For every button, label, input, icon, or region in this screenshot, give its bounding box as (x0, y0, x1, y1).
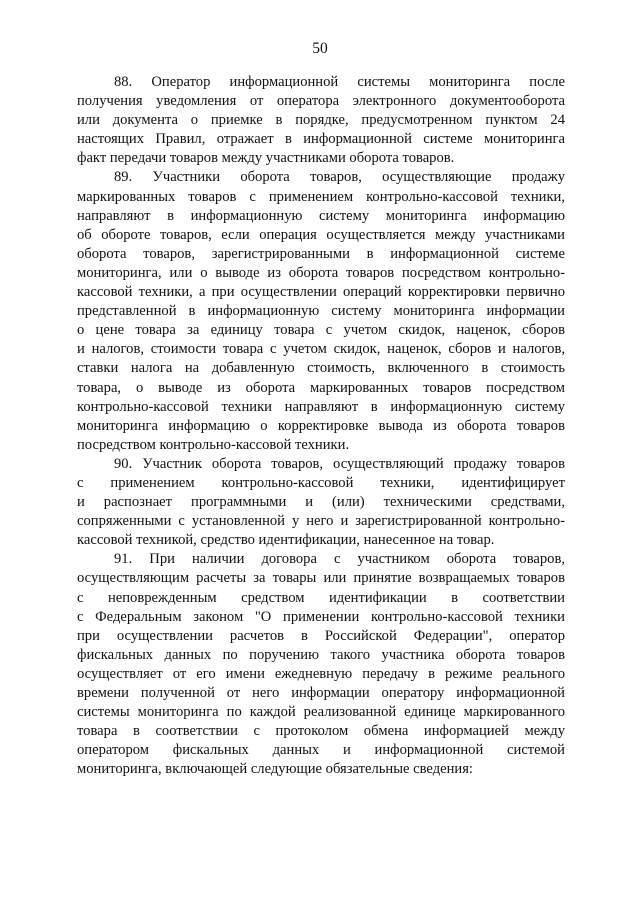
paragraph-line: оборота товаров, зарегистрированными в информационной системе (77, 245, 565, 262)
paragraph-line: факт передачи товаров между участниками оборота товаров. (77, 150, 455, 167)
paragraph-line: контрольно-кассовой техники направляют в информационную систему (77, 398, 565, 415)
paragraph-line: с применением контрольно-кассовой техники, идентифицирует (77, 474, 565, 491)
paragraph-line: представленной в информационную систему мониторинга информации (77, 303, 565, 320)
paragraph-line: с неповрежденным средством идентификации в соответствии (77, 589, 565, 606)
page-number: 50 (312, 40, 328, 57)
paragraph-line: 89. Участники оборота товаров, осуществляющие продажу (114, 169, 565, 186)
paragraph-line: товара в соответствии с протоколом обмена информацией между (77, 723, 565, 740)
paragraph-line: времени полученной от него информации оператору информационной (77, 685, 565, 701)
paragraph-line: сопряженными с установленной у него и зарегистрированной контрольно- (77, 513, 565, 530)
paragraph-line: настоящих Правил, отражает в информационной системе мониторинга (77, 131, 565, 148)
paragraph-line: товара, о выводе из оборота маркированных товаров посредством (77, 379, 565, 396)
paragraph-line: ставки налога на добавленную стоимость, включенного в стоимость (77, 360, 565, 377)
paragraph-line: мониторинга, включающей следующие обязательные сведения: (77, 761, 473, 778)
paragraph-89 (77, 168, 565, 454)
paragraph-90 (77, 455, 565, 550)
paragraph-line: кассовой техники, а при осуществлении операций корректировки первично (77, 284, 565, 301)
paragraph-line: маркированных товаров с применением контрольно-кассовой техники, (77, 188, 565, 205)
paragraph-line: осуществляющим расчеты за товары или принятие возвращаемых товаров (77, 570, 565, 587)
paragraph-line: при осуществлении расчетов в Российской Федерации", оператор (77, 627, 565, 644)
paragraph-line: мониторинга, или о выводе из оборота товаров посредством контрольно- (77, 264, 565, 281)
paragraph-line: и распознает программными и (или) техническими средствами, (77, 494, 565, 511)
paragraph-line: направляют в информационную систему мониторинга информацию (77, 207, 565, 224)
paragraph-line: системы мониторинга по каждой реализованной единице маркированного (77, 704, 565, 721)
paragraph-line: оператором фискальных данных и информационной системой (77, 742, 565, 759)
paragraph-88 (77, 73, 565, 168)
document-body (77, 73, 565, 779)
paragraph-line: мониторинга информацию о корректировке вывода из оборота товаров (77, 417, 565, 434)
paragraph-line: или документа о приемке в порядке, предусмотренном пунктом 24 (77, 112, 565, 129)
paragraph-line: об обороте товаров, если операция осуществляется между участниками (77, 226, 565, 243)
paragraph-line: посредством контрольно-кассовой техники. (77, 436, 350, 453)
paragraph-line: с Федеральным законом "О применении контрольно-кассовой техники (77, 608, 565, 625)
paragraph-line: 88. Оператор информационной системы мониторинга после (114, 74, 565, 90)
paragraph-line: кассовой техникой, средство идентификации, нанесенное на товар. (77, 532, 495, 549)
paragraph-line: осуществляет от его имени ежедневную передачу в режиме реального (77, 665, 565, 682)
paragraph-line: фискальных данных по поручению такого участника оборота товаров (77, 646, 565, 663)
paragraph-line: о цене товара за единицу товара с учетом скидок, наценок, сборов (77, 322, 565, 339)
paragraph-line: получения уведомления от оператора электронного документооборота (77, 93, 565, 110)
paragraph-line: 91. При наличии договора с участником оборота товаров, (114, 551, 565, 568)
paragraph-line: и налогов, стоимости товара с учетом скидок, наценок, сборов и налогов, (77, 341, 565, 358)
paragraph-91 (77, 550, 565, 779)
paragraph-line: 90. Участник оборота товаров, осуществляющий продажу товаров (114, 455, 565, 472)
